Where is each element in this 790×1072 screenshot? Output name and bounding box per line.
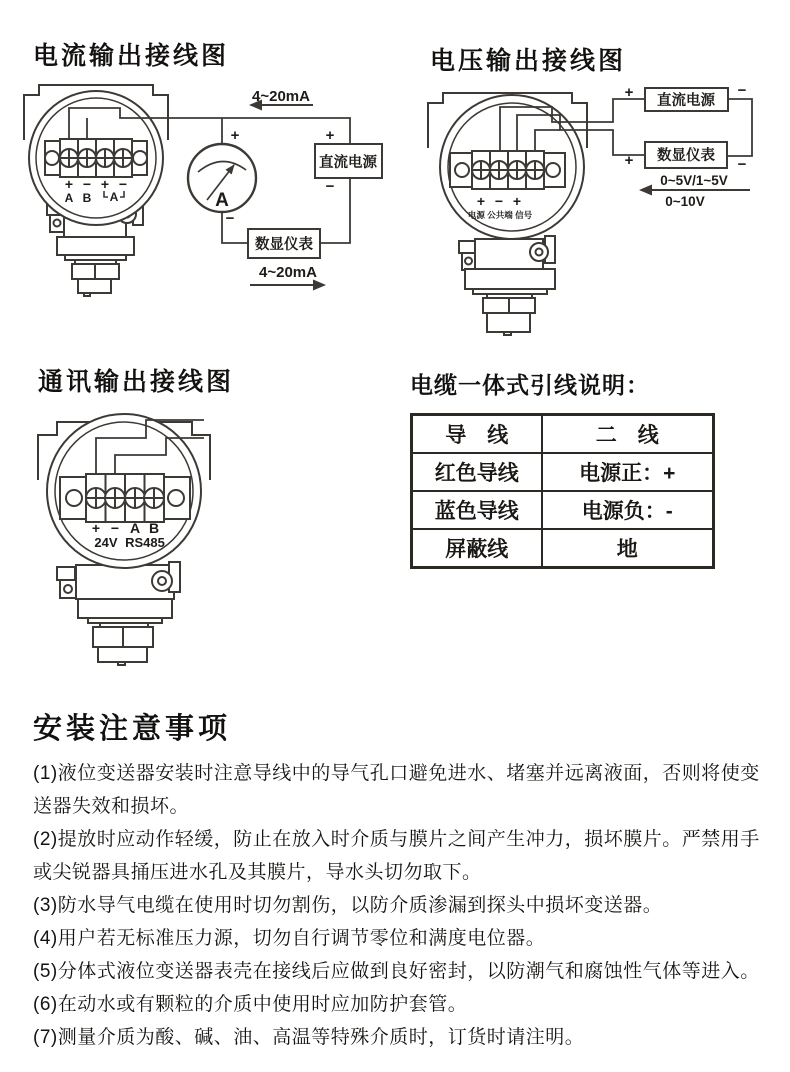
meter-plus: + xyxy=(624,152,634,169)
transmitter-drawing xyxy=(428,93,645,335)
ammeter-minus: − xyxy=(225,210,235,227)
range-label-1: 0~5V/1~5V xyxy=(660,173,728,188)
cell-wire-shield-desc: 地 xyxy=(542,529,714,568)
cell-wire-blue-desc: 电源负：- xyxy=(542,491,714,529)
table-row xyxy=(412,491,714,529)
flange xyxy=(57,237,134,255)
power-plus: + xyxy=(325,127,335,144)
process-connector xyxy=(78,279,111,293)
note-item-2: (2)提放时应动作轻缓，防止在放入时介质与膜片之间产生冲力，损坏膜片。严禁用手或尖锐器具捅压进水孔及其膜片，导水头切勿取下。 xyxy=(33,829,760,883)
note-item-3: (3)防水导气电缆在使用时切勿割伤，以防介质渗漏到探头中损坏变送器。 xyxy=(33,895,663,916)
svg-text:+: + xyxy=(512,193,522,209)
svg-text:B: B xyxy=(82,191,92,205)
svg-text:24V: 24V xyxy=(94,535,118,550)
process-connector xyxy=(487,313,530,332)
note-item-7: (7)测量介质为酸、碱、油、高温等特殊介质时，订货时请注明。 xyxy=(33,1027,585,1048)
svg-text:−: − xyxy=(110,520,120,536)
svg-text:A: A xyxy=(109,190,119,204)
ammeter-plus: + xyxy=(230,127,240,144)
svg-text:B: B xyxy=(148,520,160,536)
svg-text:+: + xyxy=(64,176,74,192)
svg-text:A: A xyxy=(129,520,141,536)
svg-text:RS485: RS485 xyxy=(125,535,165,550)
display-meter-label: 数显仪表 xyxy=(657,148,715,164)
table-row xyxy=(412,529,714,568)
flange xyxy=(78,599,172,618)
svg-text:+: + xyxy=(100,176,110,192)
locking-bracket xyxy=(152,571,172,591)
svg-text:−: − xyxy=(118,176,128,192)
power-minus: − xyxy=(325,178,335,195)
note-item-5: (5)分体式液位变送器表壳在接线后应做到良好密封，以防潮气和腐蚀性气体等进入。 xyxy=(33,961,760,982)
communication-output-wiring-diagram xyxy=(0,360,400,690)
terminal-group-labels xyxy=(94,535,164,550)
terminal-labels xyxy=(477,193,521,209)
transmitter-drawing xyxy=(38,414,210,665)
svg-text:A: A xyxy=(64,191,74,205)
voltage-output-wiring-diagram xyxy=(400,75,790,345)
note-item-6: (6)在动水或有颗粒的介质中使用时应加防护套管。 xyxy=(33,994,468,1015)
flange xyxy=(465,269,555,289)
notes-title: 安装注意事项 xyxy=(33,713,232,745)
installation-notes xyxy=(33,757,775,1054)
current-output-wiring-diagram xyxy=(0,70,390,310)
svg-text:−: − xyxy=(82,176,92,192)
current-diagram-title: 电流输出接线图 xyxy=(33,42,230,70)
table-header-row xyxy=(412,415,714,454)
signal-label-bottom: 4~20mA xyxy=(259,264,317,281)
voltage-diagram-title: 电压输出接线图 xyxy=(430,47,627,75)
power-minus: − xyxy=(737,82,747,99)
cell-wire-red: 红色导线 xyxy=(412,453,542,491)
header-two-wire: 二 线 xyxy=(542,415,714,454)
svg-text:+: + xyxy=(476,193,486,209)
svg-text:−: − xyxy=(494,193,504,209)
power-plus: + xyxy=(624,84,634,101)
note-item-4: (4)用户若无标准压力源，切勿自行调节零位和满度电位器。 xyxy=(33,928,546,949)
display-meter-label: 数显仪表 xyxy=(255,237,313,253)
terminal-caption: 电源 公共端 信号 xyxy=(467,210,533,220)
cell-wire-red-desc: 电源正：+ xyxy=(542,453,714,491)
circuit-wires xyxy=(727,99,752,156)
note-item-1: (1)液位变送器安装时注意导线中的导气孔口避免进水、堵塞并远离液面，否则将使变送器失效和损坏。 xyxy=(33,763,760,817)
comm-diagram-title: 通讯输出接线图 xyxy=(38,368,235,396)
cable-table-title: 电缆一体式引线说明： xyxy=(410,372,650,398)
cell-wire-blue: 蓝色导线 xyxy=(412,491,542,529)
power-supply-label: 直流电源 xyxy=(319,155,377,171)
cell-wire-shield: 屏蔽线 xyxy=(412,529,542,568)
range-label-2: 0~10V xyxy=(665,194,705,209)
meter-minus: − xyxy=(737,156,747,173)
signal-label-top: 4~20mA xyxy=(252,88,310,105)
power-supply-label: 直流电源 xyxy=(657,93,715,109)
svg-text:+: + xyxy=(91,520,101,536)
ammeter-label: A xyxy=(215,190,229,211)
process-connector xyxy=(98,647,147,662)
table-row xyxy=(412,453,714,491)
header-wire: 导 线 xyxy=(412,415,542,454)
cable-lead-table xyxy=(410,413,715,569)
locking-bracket xyxy=(530,243,548,261)
